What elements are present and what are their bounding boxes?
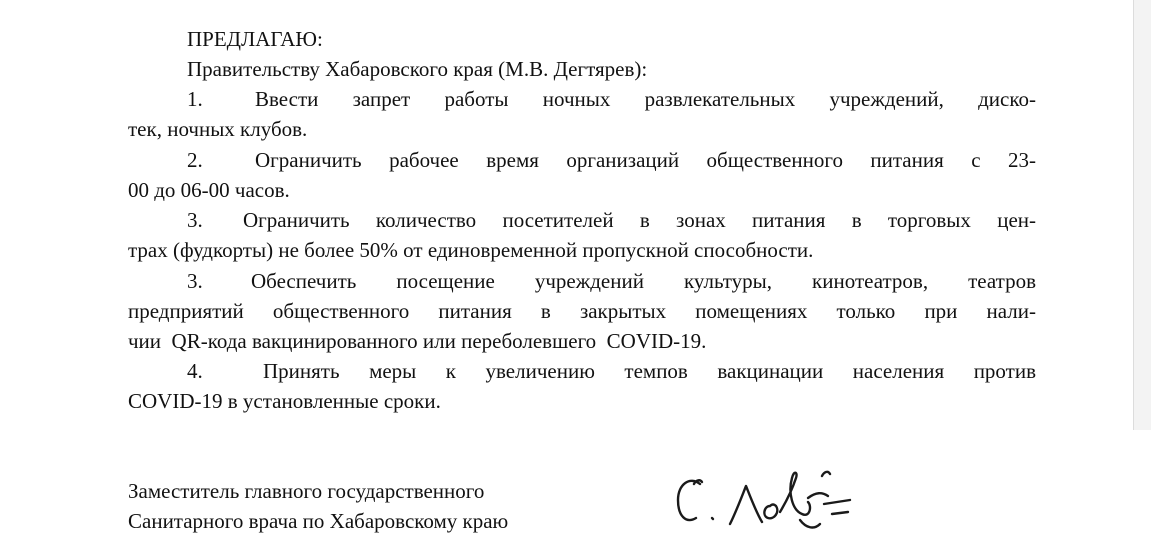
list-item-5-number: 4. [187,359,203,383]
list-item-3-number: 3. [187,208,203,232]
handwritten-signature [672,462,882,540]
signatory-title-line-1: Заместитель главного государственного [128,479,485,503]
list-item-4-text: Обеспечить посещение учреждений культуры, кинотеатров, театров [251,269,1036,293]
list-item-4-line-1 [187,266,1036,296]
list-item-2-number: 2. [187,148,203,172]
list-item-3-line-1 [187,205,1036,235]
list-item-2-text: Ограничить рабочее время организаций общественного питания с 23- [255,148,1036,172]
list-item-1-line-1 [187,84,1036,114]
list-item-4-number: 3. [187,269,203,293]
list-item-5-line-2: COVID-19 в установленные сроки. [128,389,441,413]
list-item-3-line-2: трах (фудкорты) не более 50% от единовременной пропускной способности. [128,238,814,262]
list-item-4-line-2 [128,296,1036,326]
list-item-1-line-2: тек, ночных клубов. [128,117,308,141]
list-item-4-text-2: предприятий общественного питания в закрытых помещениях только при нали- [128,299,1036,323]
signatory-title-line-2: Санитарного врача по Хабаровскому краю [128,509,509,533]
addressee-line: Правительству Хабаровского края (М.В. Дегтярев): [187,57,648,81]
proposal-heading: ПРЕДЛАГАЮ: [187,27,323,51]
list-item-5-text: Принять меры к увеличению темпов вакцинации населения против [263,359,1036,383]
list-item-5-line-1 [187,356,1036,386]
list-item-1-number: 1. [187,87,203,111]
list-item-3-text: Ограничить количество посетителей в зонах питания в торговых цен- [243,208,1036,232]
list-item-2-line-1 [187,145,1036,175]
list-item-4-line-3: чии QR-кода вакцинированного или переболевшего COVID-19. [128,329,707,353]
page-edge-margin [1134,0,1151,430]
list-item-1-text: Ввести запрет работы ночных развлекательных учреждений, диско- [255,87,1036,111]
list-item-2-line-2: 00 до 06-00 часов. [128,178,290,202]
